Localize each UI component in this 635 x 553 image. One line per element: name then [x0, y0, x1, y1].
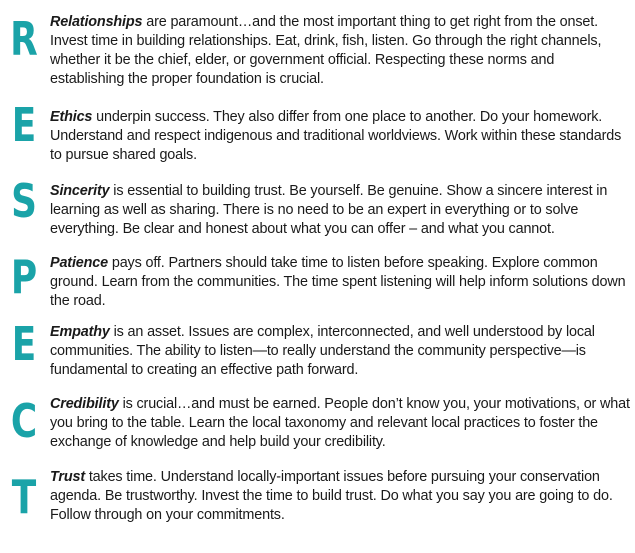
- acrostic-letter: P: [10, 250, 38, 304]
- principle-paragraph: [50, 13, 630, 89]
- principle-paragraph: [50, 182, 630, 239]
- principle-paragraph: [50, 468, 630, 525]
- principle-text: is an asset. Issues are complex, interconnected, and well understood by local communities. The ability to listen—to really understand the community perspective—is fundamental to creating an effective path forward.: [50, 324, 595, 378]
- acrostic-letter: S: [11, 174, 37, 228]
- acrostic-letter: E: [11, 98, 37, 152]
- principle-paragraph: [50, 254, 630, 311]
- principle-text: is crucial…and must be earned. People don’t know you, your motivations, or what you bring to the table. Learn the local taxonomy and relevant local practices to foster the exchange of knowledge and help build your credibility.: [50, 396, 630, 450]
- principle-keyword: Sincerity: [50, 183, 110, 199]
- acrostic-letter: C: [10, 394, 38, 448]
- principle-paragraph: [50, 323, 630, 380]
- principle-text: underpin success. They also differ from one place to another. Do your homework. Understand and respect indigenous and traditional worldviews. Work within these standards to pursue shared goals.: [50, 109, 622, 163]
- principle-keyword: Ethics: [50, 109, 93, 125]
- principle-keyword: Trust: [50, 469, 85, 485]
- acrostic-letter: R: [10, 12, 38, 66]
- principle-text: takes time. Understand locally-important issues before pursuing your conservation agenda. Be trustworthy. Invest the time to build trust. Do what you say you are going to do. Follow through on your commitments.: [50, 469, 613, 523]
- principle-keyword: Empathy: [50, 324, 110, 340]
- acrostic-letter: T: [11, 470, 37, 524]
- principle-paragraph: [50, 395, 630, 452]
- principle-keyword: Relationships: [50, 14, 143, 30]
- principle-keyword: Patience: [50, 255, 108, 271]
- principle-text: are paramount…and the most important thing to get right from the onset. Invest time in building relationships. Eat, drink, fish, listen. Go through the right channels, whether it be the chief, elder, or government official. Respecting these norms and establishing the proper foundation is crucial.: [50, 14, 602, 87]
- principle-text: pays off. Partners should take time to listen before speaking. Explore common ground. Learn from the communities. The time spent listening will help inform solutions down the road.: [50, 255, 626, 309]
- principle-text: is essential to building trust. Be yourself. Be genuine. Show a sincere interest in learning as well as sharing. There is no need to be an expert in everything or to solve everything. Be clear and honest about what you can offer – and what you cannot.: [50, 183, 608, 237]
- principle-keyword: Credibility: [50, 396, 119, 412]
- principle-paragraph: [50, 108, 630, 165]
- acrostic-letter: E: [11, 317, 37, 371]
